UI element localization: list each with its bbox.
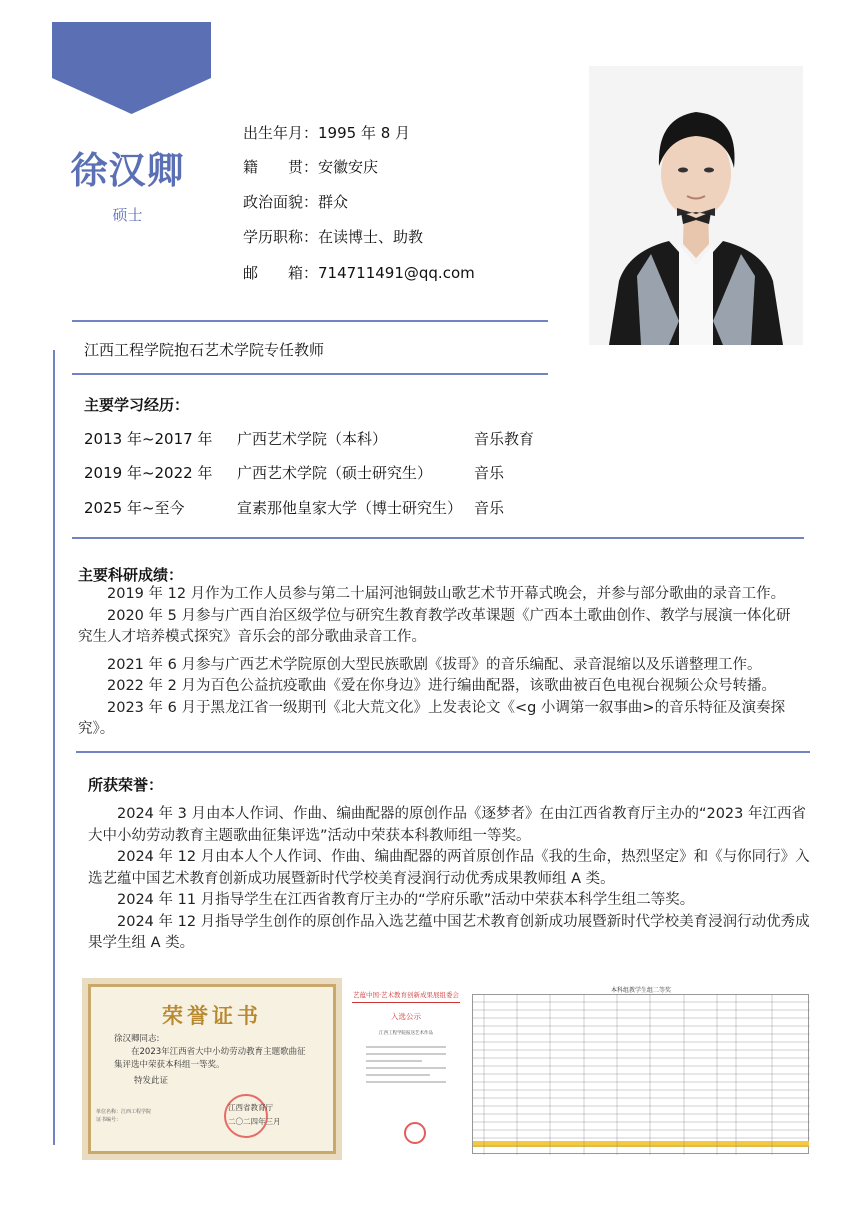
person-name: 徐汉卿 <box>70 149 185 192</box>
info-value: 1995 年 8 月 <box>318 124 411 142</box>
certificate-image <box>82 978 342 1160</box>
edu-period: 2019 年~2022 年 <box>84 464 213 482</box>
certificate-closing: 特发此证 <box>134 1076 169 1086</box>
research-item: 2020 年 5 月参与广西自治区级学位与研究生教育教学改革课题《广西本土歌曲创作、教学与展演一体化研究生人才培养模式探究》音乐会的部分歌曲录音工作。 <box>78 607 791 645</box>
info-label: 出生年月： <box>243 124 319 142</box>
research-item: 2022 年 2 月为百色公益抗疫歌曲《爱在你身边》进行编曲配器，该歌曲被百色电视台视频公众号转播。 <box>107 678 776 694</box>
award-table-image <box>472 985 810 1155</box>
certificate-issuer: 江西省教育厅 <box>228 1103 273 1112</box>
divider-top <box>72 320 548 322</box>
certificate-title: 荣誉证书 <box>162 1004 262 1028</box>
divider-research <box>76 751 810 753</box>
announcement-seal <box>404 1122 426 1144</box>
edu-major: 音乐 <box>474 499 505 517</box>
education-title: 主要学习经历： <box>84 396 190 414</box>
edu-period: 2013 年~2017 年 <box>84 430 213 448</box>
research-item: 2019 年 12 月作为工作人员参与第二十届河池铜鼓山歌艺术节开幕式晚会，并参与部分歌曲的录音工作。 <box>107 586 786 602</box>
certificate-body: 在2023年江西省大中小幼劳动教育主题歌曲征集评选中荣获本科组一等奖。 <box>114 1047 306 1070</box>
info-value: 群众 <box>318 193 349 211</box>
honor-item: 2024 年 3 月由本人作词、作曲、编曲配器的原创作品《逐梦者》在由江西省教育厅主办的“2023 年江西省大中小幼劳动教育主题歌曲征集评选”活动中荣获本科教师组一等奖。 <box>88 806 806 844</box>
honor-item: 2024 年 12 月指导学生创作的原创作品入选艺蕴中国艺术教育创新成功展暨新时代学校美育浸润行动优秀成果学生组 A 类。 <box>88 913 810 951</box>
certificate-date: 二〇二四年三月 <box>228 1117 281 1126</box>
info-value: 714711491@qq.com <box>318 264 475 282</box>
portrait-photo <box>589 66 803 345</box>
info-birth <box>243 122 410 143</box>
info-label: 籍 贯： <box>243 158 319 176</box>
certificate-meta2: 证书编号： <box>96 1117 122 1123</box>
info-label: 学历职称： <box>243 228 319 246</box>
research-title: 主要科研成绩： <box>78 566 184 584</box>
info-value: 安徽安庆 <box>318 158 379 176</box>
divider-job <box>72 373 548 375</box>
honor-item: 2024 年 11 月指导学生在江西省教育厅主办的“学府乐歌”活动中荣获本科学生组二等奖。 <box>117 892 695 908</box>
research-list <box>78 584 804 741</box>
announcement-header: 艺蕴中国·艺术教育创新成果展组委会 <box>352 991 460 999</box>
divider-education <box>72 537 804 539</box>
info-value: 在读博士、助教 <box>318 228 424 246</box>
announcement-rule <box>352 1002 460 1003</box>
announcement-image <box>348 982 464 1154</box>
info-email <box>243 262 475 283</box>
award-table-title: 本科组教学生组二等奖 <box>610 987 671 994</box>
job-title: 江西工程学院抱石艺术学院专任教师 <box>84 341 325 359</box>
info-hometown <box>243 156 378 177</box>
header-banner <box>52 22 211 114</box>
edu-school: 广西艺术学院（硕士研究生） <box>237 464 433 482</box>
edu-major: 音乐 <box>474 464 505 482</box>
info-label: 邮 箱： <box>243 264 319 282</box>
honors-title: 所获荣誉： <box>88 776 164 794</box>
honor-item: 2024 年 12 月由本人个人作词、作曲、编曲配器的两首原创作品《我的生命，热烈坚定》和《与你同行》入选艺蕴中国艺术教育创新成功展暨新时代学校美育浸润行动优秀成果教师组 A 类。 <box>88 849 810 887</box>
person-degree: 硕士 <box>112 206 143 224</box>
research-item: 2023 年 6 月于黑龙江省一级期刊《北大荒文化》上发表论文《<g 小调第一叙事曲>的音乐特征及演奏探究》。 <box>78 699 786 737</box>
announcement-subtitle: 江西工程学院报送艺术作品 <box>379 1031 433 1036</box>
info-title <box>243 226 423 247</box>
award-table-grid <box>472 994 810 1155</box>
announcement-title: 入选公示 <box>391 1012 421 1021</box>
info-political <box>243 191 348 212</box>
info-label: 政治面貌： <box>243 193 319 211</box>
edu-period: 2025 年~至今 <box>84 499 185 517</box>
research-item: 2021 年 6 月参与广西艺术学院原创大型民族歌剧《拔哥》的音乐编配、录音混缩以及乐谱整理工作。 <box>107 656 762 673</box>
announcement-text-block <box>366 1046 446 1083</box>
edu-school: 宣素那他皇家大学（博士研究生） <box>237 499 463 517</box>
edu-school: 广西艺术学院（本科） <box>237 430 388 448</box>
certificate-meta1: 单位名称：江西工程学院 <box>96 1109 152 1115</box>
edu-major: 音乐教育 <box>474 430 535 448</box>
honors-list <box>88 804 812 955</box>
certificate-greeting: 徐汉卿同志: <box>114 1034 160 1044</box>
left-vertical-rule <box>53 350 55 1145</box>
